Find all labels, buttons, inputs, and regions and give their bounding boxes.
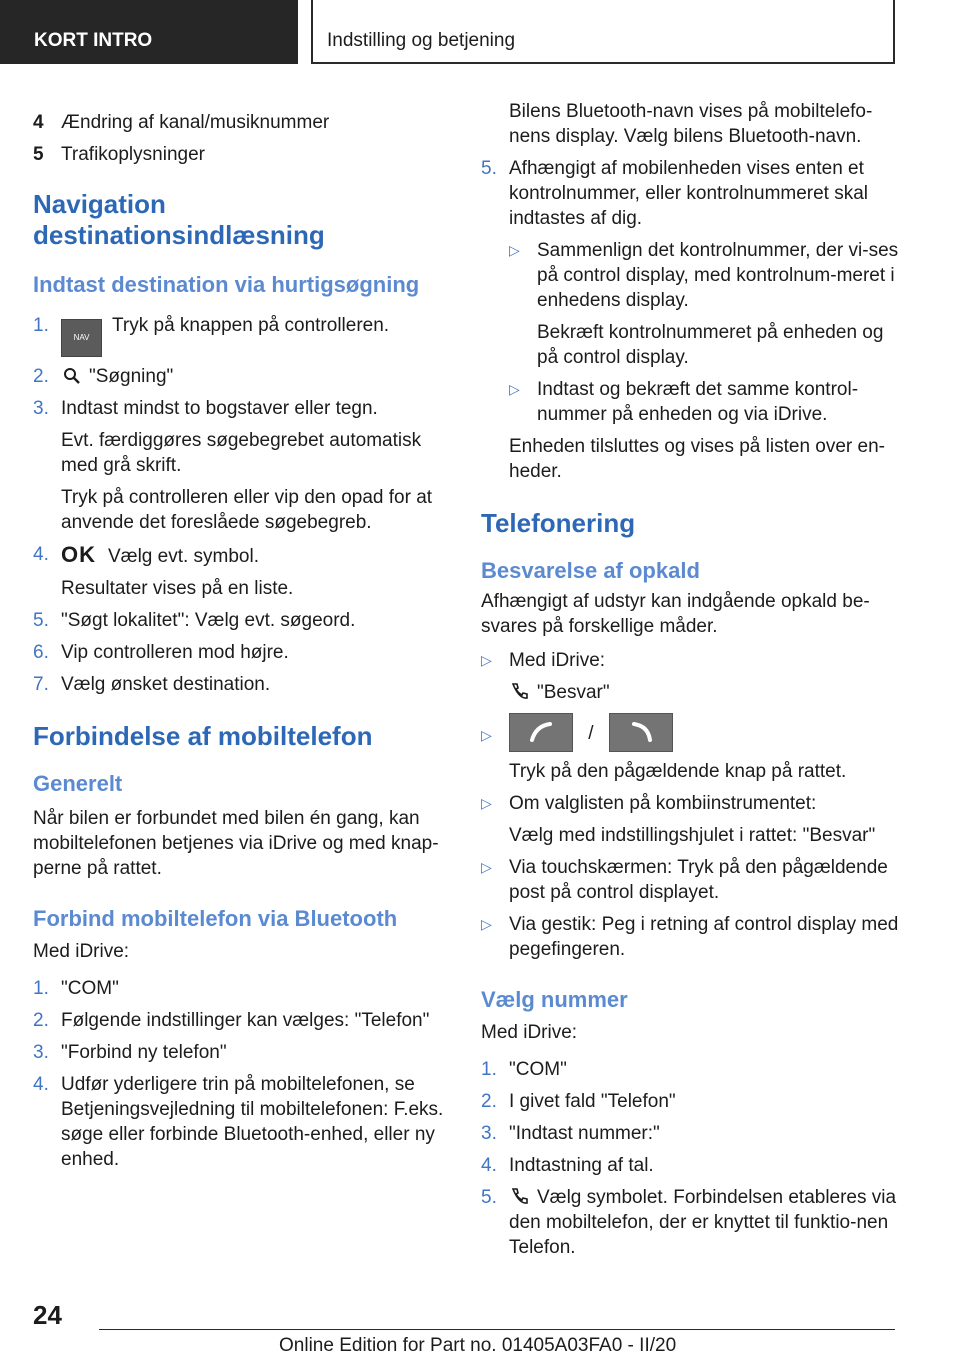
step-number: 3. [33,398,49,419]
right-column [481,99,901,1260]
bluetooth-heading: Forbind mobiltelefon via Bluetooth [33,906,398,931]
search-icon [61,367,83,385]
dial-number-heading: Vælg nummer [481,987,628,1012]
dial-intro: Med iDrive: [481,1022,578,1043]
edition-footer: Online Edition for Part no. 01405A03FA0 - II/20 [279,1335,677,1356]
step-number: 4. [481,1155,497,1176]
bullet-item [481,713,901,752]
step-item [33,1040,453,1065]
step-number: 4. [33,544,49,565]
bullet-text: Om valglisten på kombiinstrumentet: [509,793,817,814]
triangle-bullet-icon: ▷ [509,242,520,258]
bullet-paragraph: Vælg med indstillingshjulet i rattet: "Besvar" [509,825,876,846]
step-item [481,1057,901,1082]
step-item [33,542,453,569]
step-text: "COM" [509,1059,567,1080]
step-number: 7. [33,674,49,695]
ok-icon: OK [61,542,96,567]
step-text: Indtast mindst to bogstaver eller tegn. [61,398,378,419]
navigation-heading: Navigation destinationsindlæsning [33,189,325,250]
bullet-text: Sammenlign det kontrolnummer, der vi-ses på control display, med kontrolnum-meret i enhedens display. [537,240,899,311]
bullet-item [481,648,901,673]
bullet-paragraph: Bekræft kontrolnummeret på enheden og på control display. [537,322,884,368]
mobile-connection-heading: Forbindelse af mobiltelefon [33,721,373,751]
bullet-paragraph: Tryk på den pågældende knap på rattet. [509,761,847,782]
step-item [33,1008,453,1033]
step-text: Vælg evt. symbol. [108,546,259,567]
step-text: Følgende indstillinger kan vælges: "Telefon" [61,1010,430,1031]
answer-call-heading: Besvarelse af opkald [481,558,700,583]
step-item [33,364,453,389]
step-number: 3. [33,1042,49,1063]
separator-text: / [588,723,594,744]
after-paragraph: Enheden tilsluttes og vises på listen over en-heder. [509,436,885,482]
step-item [33,672,453,697]
telephony-heading: Telefonering [481,508,636,538]
step-number: 3. [481,1123,497,1144]
footer-rule [99,1329,895,1330]
bullet-text: Med iDrive: [509,650,606,671]
step-paragraph: Tryk på controlleren eller vip den opad for at anvende det foreslåede søgebegreb. [61,487,433,533]
legend-text: Trafikoplysninger [61,144,205,165]
bullet-item [481,855,901,905]
continued-paragraph: Bilens Bluetooth-navn vises på mobiltelefo-nens display. Vælg bilens Bluetooth-navn. [509,101,873,147]
legend-number: 5 [33,144,44,165]
step-item [33,313,453,357]
step-text: "Indtast nummer:" [509,1123,660,1144]
answer-intro: Afhængigt af udstyr kan indgående opkald be-svares på forskellige måder. [481,591,870,637]
triangle-bullet-icon: ▷ [509,381,520,397]
section-tab [0,0,298,64]
triangle-bullet-icon: ▷ [481,795,492,811]
legend-number: 4 [33,112,44,133]
step-number: 1. [33,978,49,999]
section-title: KORT INTRO [34,30,153,51]
step-number: 1. [33,315,49,336]
triangle-bullet-icon: ▷ [481,652,492,668]
step-item [481,1185,901,1260]
step-text: Tryk på knappen på controlleren. [112,315,390,336]
bullet-item [481,912,901,962]
step-text: Udfør yderligere trin på mobiltelefonen, se Betjeningsvejledning til mobiltelefonen: F.eks. søge eller forbinde Bluetooth-enhed, eller ny enhed. [61,1074,444,1170]
step-text: Afhængigt af mobilenheden vises enten et kontrolnummer, eller kontrolnummeret skal indtastes af dig. [509,158,869,229]
step-item [33,976,453,1001]
legend-item [33,110,453,135]
bullet-text: Indtast og bekræft det samme kontrol-nummer på enheden og via iDrive. [537,379,859,425]
phone-icon [509,1186,531,1206]
step-item [33,608,453,633]
step-text: Vælg symbolet. Forbindelsen etableres via den mobiltelefon, der er knyttet til funktio-nen Telefon. [509,1187,897,1258]
bullet-item [509,238,901,313]
end-call-button-icon [609,713,673,752]
phone-icon [509,681,531,701]
chapter-tab [311,0,895,64]
step-number: 1. [481,1059,497,1080]
step-text: "Søgt lokalitet": Vælg evt. søgeord. [61,610,356,631]
step-number: 2. [481,1091,497,1112]
left-column [33,110,453,1172]
bullet-paragraph [481,680,901,705]
step-text: Indtastning af tal. [509,1155,654,1176]
step-item [33,1072,453,1172]
step-text: "COM" [61,978,119,999]
step-item [481,1089,901,1114]
legend-item [33,142,453,167]
bullet-text: Via gestik: Peg i retning af control display med pegefingeren. [509,914,899,960]
step-paragraph: Resultater vises på en liste. [61,578,294,599]
legend-text: Ændring af kanal/musiknummer [61,112,330,133]
general-heading: Generelt [33,771,123,796]
answer-label: "Besvar" [537,682,610,703]
bluetooth-intro: Med iDrive: [33,941,130,962]
bullet-item [509,377,901,427]
step-text: Vip controlleren mod højre. [61,642,289,663]
answer-call-button-icon [509,713,573,752]
step-number: 5. [481,158,497,179]
bullet-text: Via touchskærmen: Tryk på den pågældende post på control displayet. [509,857,888,903]
triangle-bullet-icon: ▷ [481,859,492,875]
step-paragraph: Evt. færdiggøres søgebegrebet automatisk med grå skrift. [61,430,422,476]
step-item [481,1121,901,1146]
step-item [481,1153,901,1178]
step-text: "Søgning" [89,366,174,387]
step-text: "Forbind ny telefon" [61,1042,227,1063]
step-number: 2. [33,366,49,387]
bullet-item [481,791,901,816]
triangle-bullet-icon: ▷ [481,916,492,932]
step-text: Vælg ønsket destination. [61,674,271,695]
triangle-bullet-icon: ▷ [481,727,492,743]
nav-button-icon: NAV [61,319,102,357]
step-number: 5. [481,1187,497,1208]
quick-search-heading: Indtast destination via hurtigsøgning [33,272,420,297]
page-number: 24 [33,1300,62,1330]
step-item [481,156,901,231]
general-paragraph: Når bilen er forbundet med bilen én gang, kan mobiltelefonen betjenes via iDrive og med knap-perne på rattet. [33,808,439,879]
step-number: 6. [33,642,49,663]
step-number: 5. [33,610,49,631]
step-item [33,396,453,421]
step-item [33,640,453,665]
step-text: I givet fald "Telefon" [509,1091,676,1112]
chapter-title: Indstilling og betjening [327,30,516,51]
step-number: 4. [33,1074,49,1095]
step-number: 2. [33,1010,49,1031]
sub-list [509,238,901,427]
